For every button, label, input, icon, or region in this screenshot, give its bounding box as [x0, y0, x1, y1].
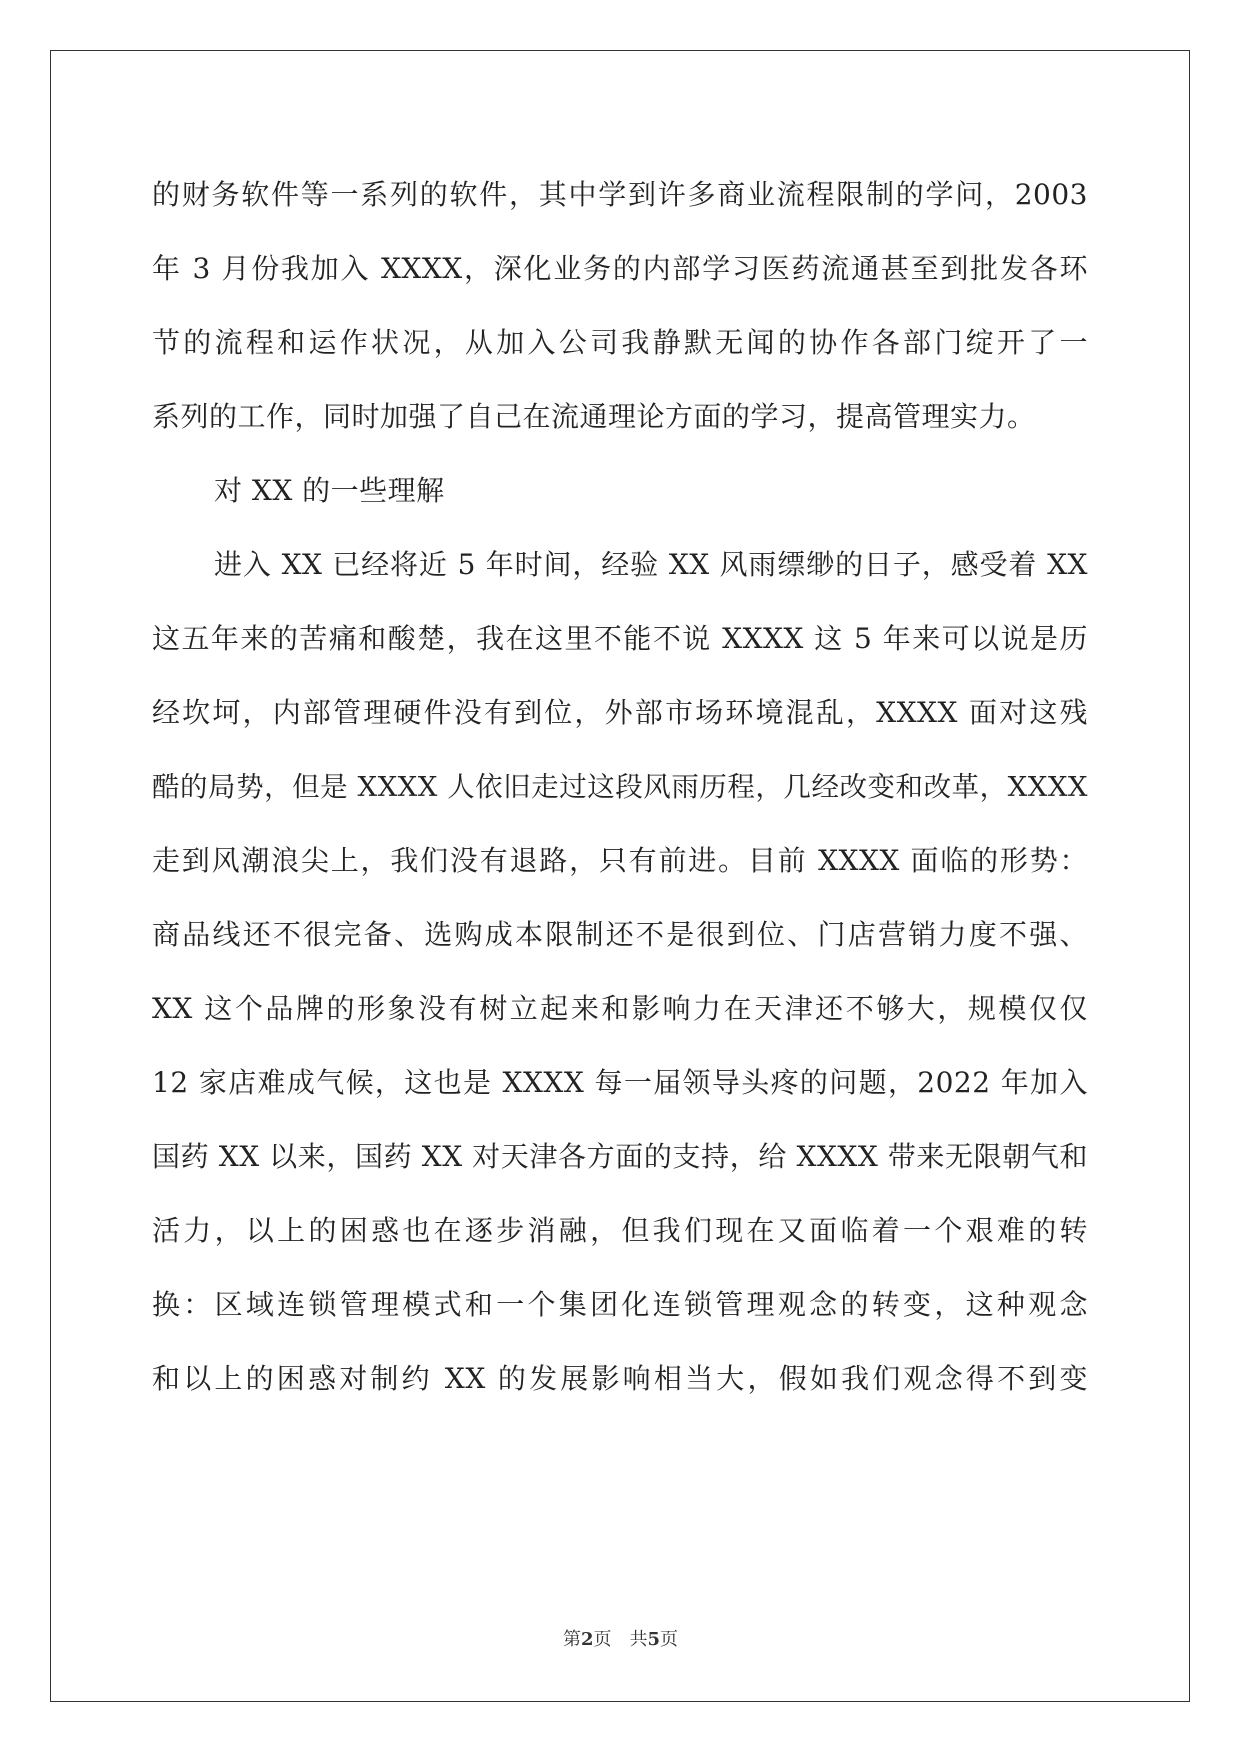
text-line: 酷的局势，但是 XXXX 人依旧走过这段风雨历程，几经改变和改革，XXXX	[152, 771, 1088, 803]
page-footer	[0, 1625, 1241, 1651]
text-line: 节的流程和运作状况，从加入公司我静默无闻的协作各部门绽开了一	[152, 326, 1088, 359]
text-line: XX 这个品牌的形象没有树立起来和影响力在天津还不够大，规模仅仅	[152, 992, 1088, 1025]
text-line: 经坎坷，内部管理硬件没有到位，外部市场环境混乱，XXXX 面对这残	[152, 696, 1088, 729]
page-number: 2	[580, 1629, 594, 1650]
text-line: 的财务软件等一系列的软件，其中学到许多商业流程限制的学问，2003	[152, 178, 1088, 211]
text-line: 商品线还不很完备、选购成本限制还不是很到位、门店营销力度不强、	[152, 918, 1088, 951]
text-line: 这五年来的苦痛和酸楚，我在这里不能不说 XXXX 这 5 年来可以说是历	[152, 622, 1088, 655]
text-line: 和以上的困惑对制约 XX 的发展影响相当大，假如我们观念得不到变	[152, 1362, 1088, 1395]
text-line: 活力，以上的困惑也在逐步消融，但我们现在又面临着一个艰难的转	[152, 1214, 1088, 1247]
page-label-suffix: 页	[593, 1629, 612, 1650]
text-line: 12 家店难成气候，这也是 XXXX 每一届领导头疼的问题，2022 年加入	[152, 1066, 1088, 1099]
text-line: 换：区域连锁管理模式和一个集团化连锁管理观念的转变，这种观念	[152, 1288, 1088, 1321]
section-heading: 对 XX 的一些理解	[214, 474, 445, 507]
total-label-prefix: 共	[629, 1629, 648, 1650]
page-total: 5	[647, 1629, 661, 1650]
text-line: 系列的工作，同时加强了自己在流通理论方面的学习，提高管理实力。	[152, 400, 1036, 433]
text-line: 年 3 月份我加入 XXXX，深化业务的内部学习医药流通甚至到批发各环	[152, 252, 1088, 285]
page-label-prefix: 第	[562, 1629, 581, 1650]
text-line: 走到风潮浪尖上，我们没有退路，只有前进。目前 XXXX 面临的形势：	[152, 844, 1088, 877]
document-body	[152, 158, 1088, 1416]
text-line: 国药 XX 以来，国药 XX 对天津各方面的支持，给 XXXX 带来无限朝气和	[152, 1140, 1088, 1173]
text-line: 进入 XX 已经将近 5 年时间，经验 XX 风雨缥缈的日子，感受着 XX	[214, 548, 1088, 581]
total-label-suffix: 页	[660, 1629, 679, 1650]
